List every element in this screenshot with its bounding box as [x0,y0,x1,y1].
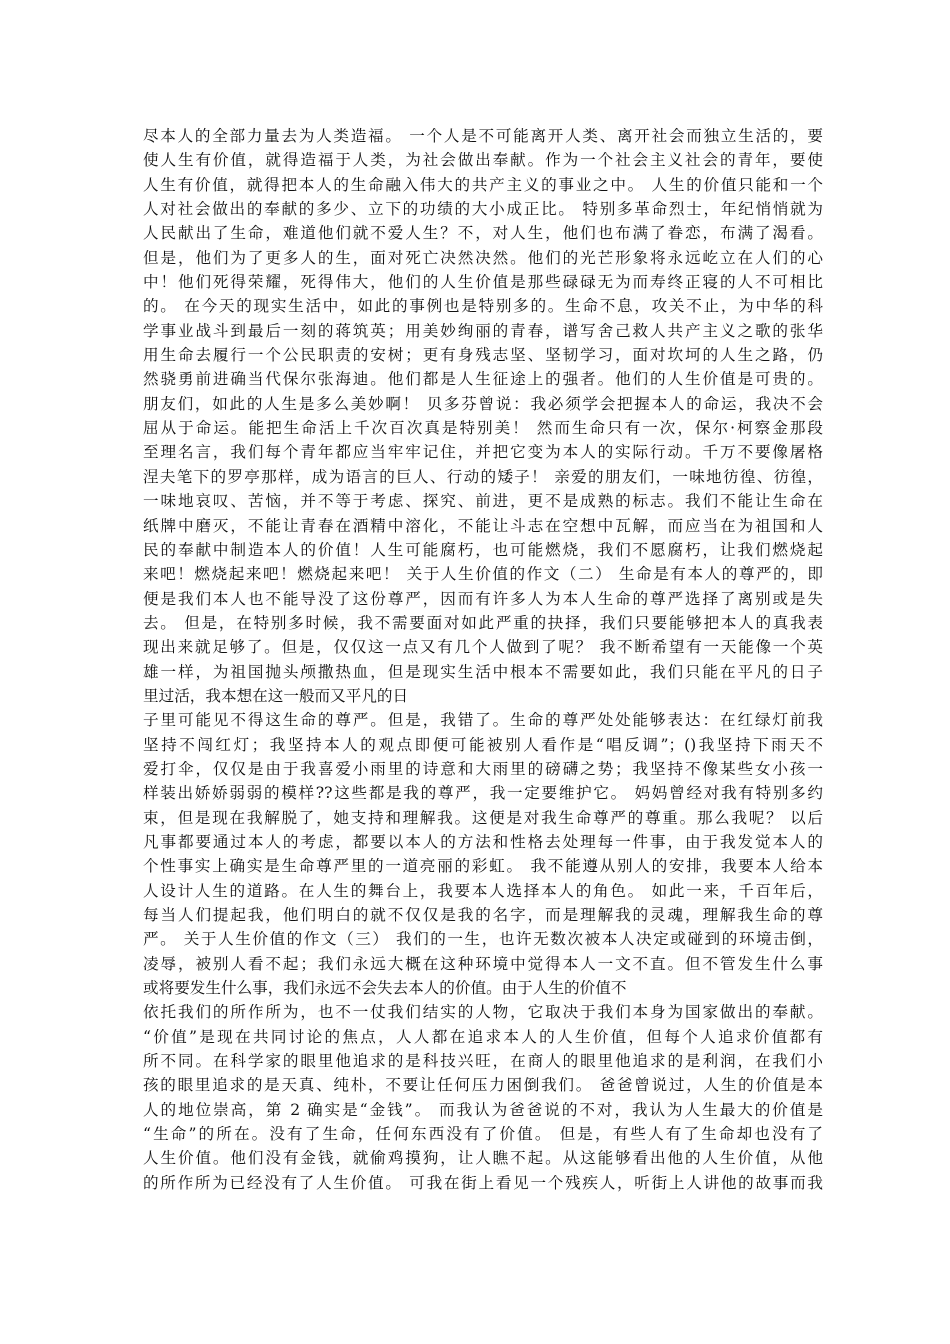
text-line: 便是我们本人也不能导没了这份尊严，因而有许多人为本人生命的尊严选择了离别或是失 [143,589,823,608]
text-line: 的。 在今天的现实生活中，如此的事例也是特别多的。生命不息，攻关不止，为中华的科 [143,297,823,316]
text-line: 民的奉献中制造本人的价值！人生可能腐朽，也可能燃烧，我们不愿腐朽，让我们燃烧起 [143,540,823,559]
text-line: 或将要发生什么事，我们永远不会失去本人的价值。由于人生的价值不 [143,979,627,998]
text-line: 用生命去履行一个公民职责的安树；更有身残志坚、坚韧学习，面对坎坷的人生之路，仍 [143,346,823,365]
text-line: 去。 但是，在特别多时候，我不需要面对如此严重的抉择，我们只要能够把本人的真我表 [143,613,823,632]
text-line: 爱打伞，仅仅是由于我喜爱小雨里的诗意和大雨里的磅礴之势；我坚持不像某些女小孩一 [143,759,823,778]
text-line: 一味地哀叹、苦恼，并不等于考虑、探究、前进，更不是成熟的标志。我们不能让生命在 [143,492,823,511]
text-line: 雄一样，为祖国抛头颅撒热血，但是现实生活中根本不需要如此，我们只能在平凡的日子 [143,662,823,681]
text-line: 屈从于命运。能把生命活上千次百次真是特别美！ 然而生命只有一次，保尔·柯察金那段 [143,419,823,438]
text-line: 但是，他们为了更多人的生，面对死亡决然决然。他们的光芒形象将永远屹立在人们的心 [143,248,823,267]
text-line: 人设计人生的道路。在人生的舞台上，我要本人选择本人的角色。 如此一来，千百年后， [143,881,823,900]
text-line: 样装出娇娇弱弱的模样??这些都是我的尊严，我一定要维护它。 妈妈曾经对我有特别多约 [143,784,823,803]
text-line: 使人生有价值，就得造福于人类，为社会做出奉献。作为一个社会主义社会的青年，要使 [143,151,823,170]
text-line: “生命”的所在。没有了生命，任何东西没有了价值。 但是，有些人有了生命却也没有了 [143,1125,823,1144]
text-line: 朋友们，如此的人生是多么美妙啊！ 贝多芬曾说：我必须学会把握本人的命运，我决不会 [143,394,823,413]
text-line: 尽本人的全部力量去为人类造福。 一个人是不可能离开人类、离开社会而独立生活的，要 [143,127,823,145]
text-line: 凡事都要通过本人的考虑，都要以本人的方法和性格去处理每一件事，由于我发觉本人的 [143,832,823,851]
text-line: 现出来就足够了。但是，仅仅这一点又有几个人做到了呢？ 我不断希望有一天能像一个英 [143,638,823,657]
text-line: 严。 关于人生价值的作文（三） 我们的一生，也许无数次被本人决定或碰到的环境击倒， [143,930,823,949]
text-line: 的所作所为已经没有了人生价值。 可我在街上看见一个残疾人，听街上人讲他的故事而我 [143,1173,823,1192]
text-line: 所不同。在科学家的眼里他追求的是科技兴旺，在商人的眼里他追求的是利润，在我们小 [143,1052,823,1071]
text-line: 中！他们死得荣耀，死得伟大，他们的人生价值是那些碌碌无为而寿终正寝的人不可相比 [143,273,823,292]
text-line: 里过活，我本想在这一般而又平凡的日 [143,686,409,705]
body-text [143,124,823,1195]
text-line: 人生价值。他们没有金钱，就偷鸡摸狗，让人瞧不起。从这能够看出他的人生价值，从他 [143,1149,823,1168]
text-line: 人的地位崇高，第 2 确实是“金钱”。 而我认为爸爸说的不对，我认为人生最大的价值是 [143,1100,823,1119]
text-line: 个性事实上确实是生命尊严里的一道亮丽的彩虹。 我不能遵从别人的安排，我要本人给本 [143,857,823,876]
text-line: 坚持不闯红灯；我坚持本人的观点即便可能被别人看作是“唱反调”；()我坚持下雨天不 [143,735,823,754]
text-line: 学事业战斗到最后一刻的蒋筑英；用美妙绚丽的青春，谱写舍己救人共产主义之歌的张华 [143,321,823,340]
text-line: 人生有价值，就得把本人的生命融入伟大的共产主义的事业之中。 人生的价值只能和一个 [143,175,823,194]
text-line: 孩的眼里追求的是天真、纯朴，不要让任何压力困倒我们。 爸爸曾说过，人生的价值是本 [143,1076,823,1095]
text-line: 子里可能见不得这生命的尊严。但是，我错了。生命的尊严处处能够表达：在红绿灯前我 [143,711,823,730]
text-line: “价值”是现在共同讨论的焦点，人人都在追求本人的人生价值，但每个人追求价值都有 [143,1027,823,1046]
text-line: 人民献出了生命，难道他们就不爱人生？不，对人生，他们也布满了眷恋，布满了渴看。 [143,224,823,243]
text-line: 束，但是现在我解脱了，她支持和理解我。这便是对我生命尊严的尊重。那么我呢？ 以后 [143,808,823,827]
text-line: 凌辱，被别人看不起；我们永远大概在这种环境中觉得本人一文不直。但不管发生什么事 [143,954,823,973]
text-line: 然骁勇前进确当代保尔张海迪。他们都是人生征途上的强者。他们的人生价值是可贵的。 [143,370,823,389]
text-line: 依托我们的所作所为，也不一仗我们结实的人物，它取决于我们本身为国家做出的奉献。 [143,1003,823,1022]
text-line: 涅夫笔下的罗亭那样，成为语言的巨人、行动的矮子！ 亲爱的朋友们，一味地彷徨、彷徨， [143,467,823,486]
text-line: 纸牌中磨灭，不能让青春在酒精中溶化，不能让斗志在空想中瓦解，而应当在为祖国和人 [143,516,823,535]
text-line: 人对社会做出的奉献的多少、立下的功绩的大小成正比。 特别多革命烈士，年纪悄悄就为 [143,200,823,219]
text-line: 至理名言，我们每个青年都应当牢牢记住，并把它变为本人的实际行动。千万不要像屠格 [143,443,823,462]
text-line: 每当人们提起我，他们明白的就不仅仅是我的名字，而是理解我的灵魂，理解我生命的尊 [143,906,823,924]
text-line: 来吧！燃烧起来吧！燃烧起来吧！ 关于人生价值的作文（二） 生命是有本人的尊严的，即 [143,565,823,584]
